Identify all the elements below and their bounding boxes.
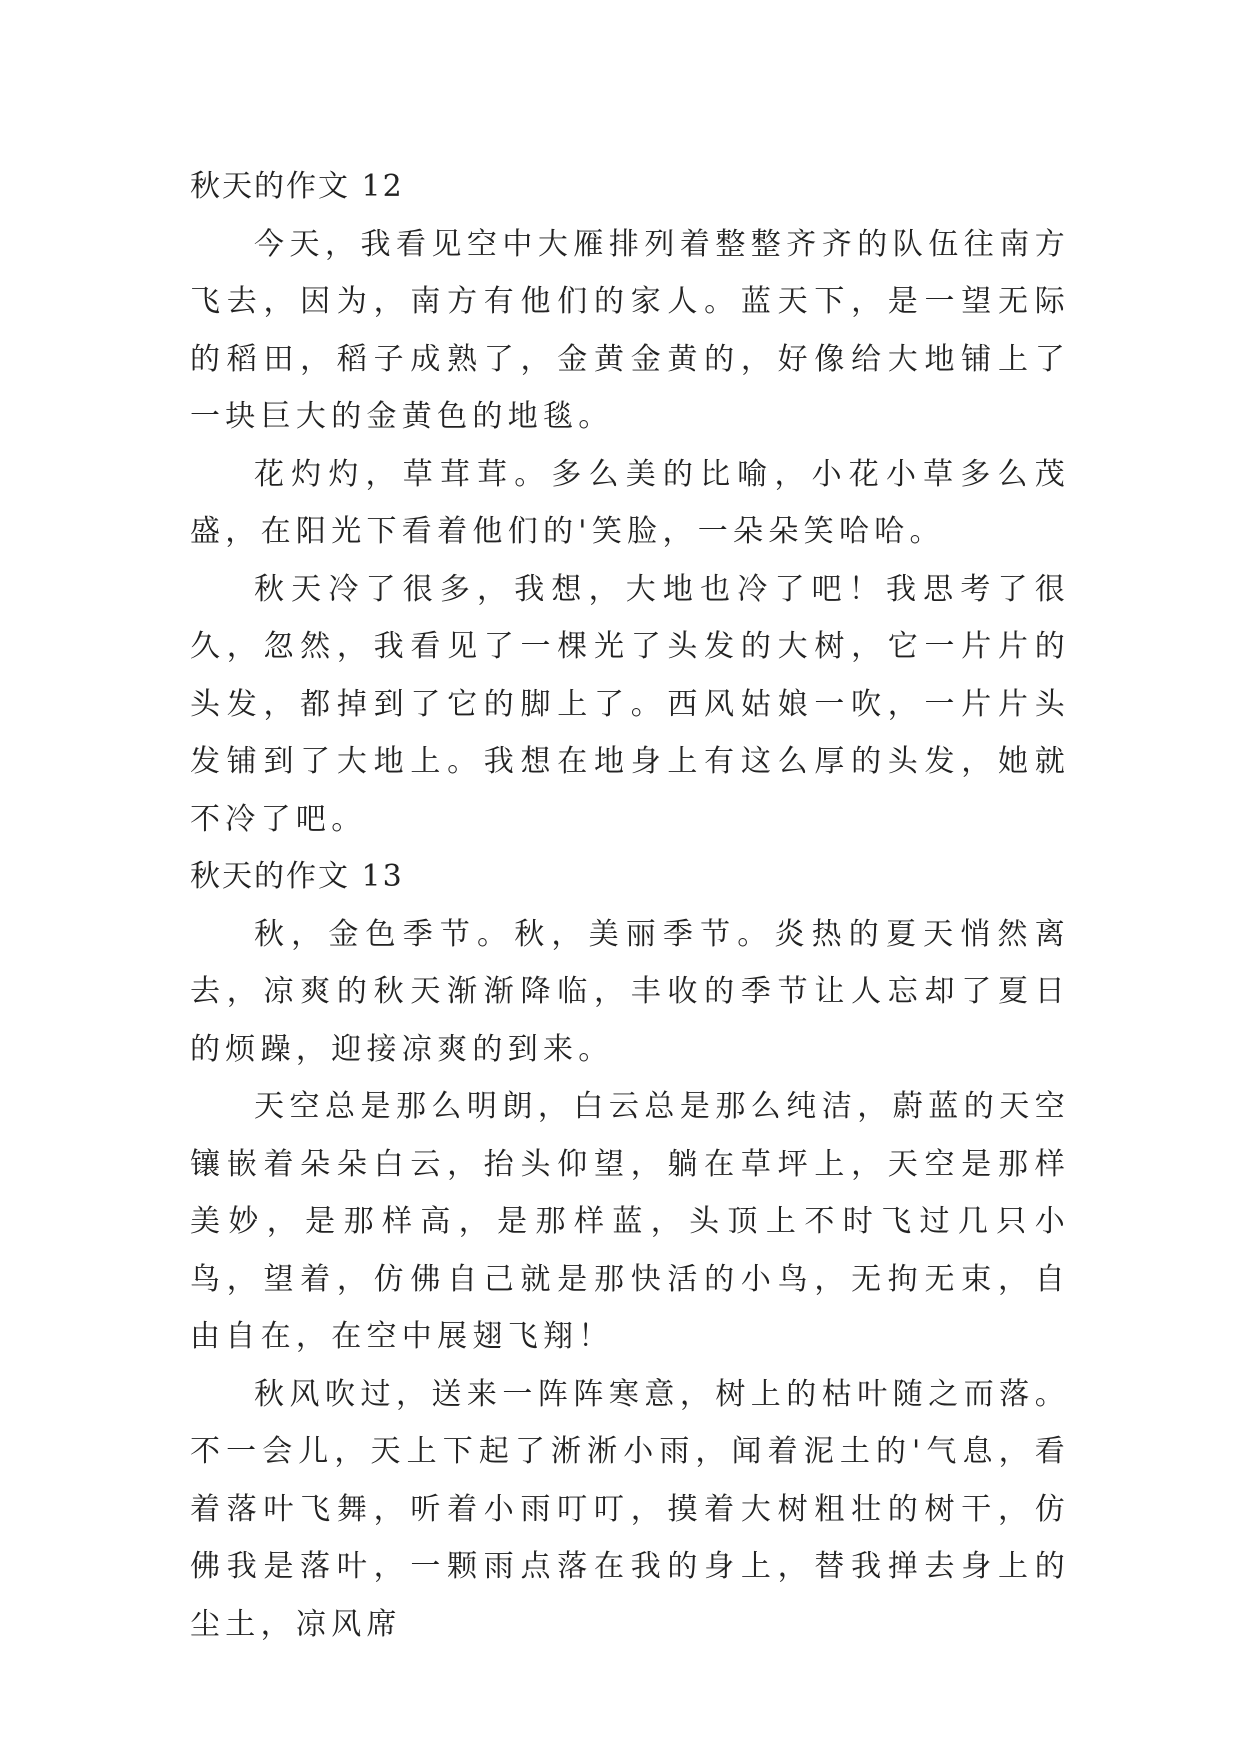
essay-paragraph: 秋，金色季节。秋，美丽季节。炎热的夏天悄然离去，凉爽的秋天渐渐降临，丰收的季节让人忘却了夏日的烦躁，迎接凉爽的到来。 <box>190 916 1070 1067</box>
essay-title: 秋天的作文 12 <box>190 169 404 204</box>
essay-paragraph: 秋风吹过，送来一阵阵寒意，树上的枯叶随之而落。不一会儿，天上下起了淅淅小雨，闻着泥土的'气息，看着落叶飞舞，听着小雨叮叮，摸着大树粗壮的树干，仿佛我是落叶，一颗雨点落在我的身上，替我掸去身上的尘土，凉风席 <box>190 1376 1070 1642</box>
essay-title: 秋天的作文 13 <box>190 859 404 894</box>
document-body <box>190 158 1070 1653</box>
essay-paragraph: 今天，我看见空中大雁排列着整整齐齐的队伍往南方飞去，因为，南方有他们的家人。蓝天下，是一望无际的稻田，稻子成熟了，金黄金黄的，好像给大地铺上了一块巨大的金黄色的地毯。 <box>190 226 1070 434</box>
essay-paragraph: 花灼灼，草茸茸。多么美的比喻，小花小草多么茂盛，在阳光下看着他们的'笑脸，一朵朵笑哈哈。 <box>190 456 1070 549</box>
essay-paragraph: 天空总是那么明朗，白云总是那么纯洁，蔚蓝的天空镶嵌着朵朵白云，抬头仰望，躺在草坪上，天空是那样美妙，是那样高，是那样蓝，头顶上不时飞过几只小鸟，望着，仿佛自己就是那快活的小鸟，无拘无束，自由自在，在空中展翅飞翔！ <box>190 1089 1070 1354</box>
essay-paragraph: 秋天冷了很多，我想，大地也冷了吧！我思考了很久，忽然，我看见了一棵光了头发的大树，它一片片的头发，都掉到了它的脚上了。西风姑娘一吹，一片片头发铺到了大地上。我想在地身上有这么厚的头发，她就不冷了吧。 <box>190 571 1070 837</box>
essay-section-13 <box>190 848 1070 1653</box>
essay-section-12 <box>190 158 1070 848</box>
